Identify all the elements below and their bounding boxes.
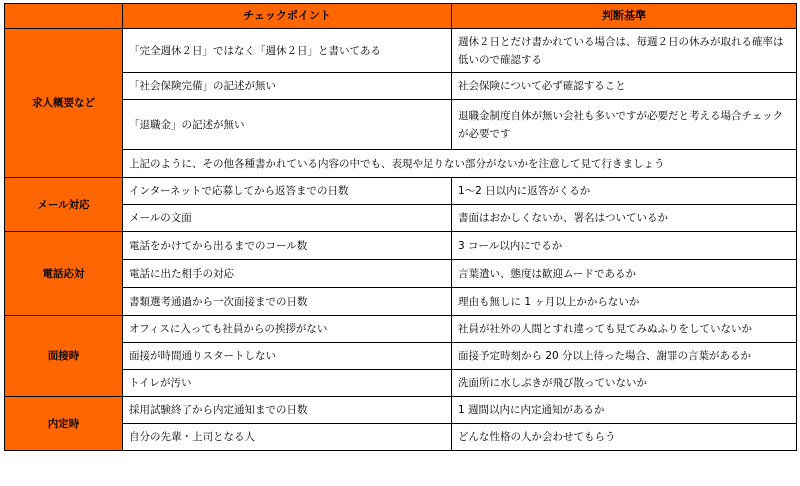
table-row — [5, 343, 797, 370]
header-corner-cell — [5, 4, 123, 29]
table-row — [5, 370, 797, 397]
table-row — [5, 29, 797, 73]
check-cell: インターネットで応募してから返答までの日数 — [123, 178, 452, 205]
table-row — [5, 397, 797, 424]
check-cell: メールの文面 — [123, 205, 452, 232]
criteria-cell: 1 週間以内に内定通知があるか — [452, 397, 797, 424]
table-row — [5, 316, 797, 343]
criteria-cell: 言葉遣い、態度は歓迎ムードであるか — [452, 260, 797, 288]
category-cell-job-summary: 求人概要など — [5, 29, 123, 178]
check-cell: 電話に出た相手の対応 — [123, 260, 452, 288]
check-cell: 書類選考通過から一次面接までの日数 — [123, 288, 452, 316]
check-cell: 「退職金」の記述が無い — [123, 100, 452, 150]
table-row — [5, 232, 797, 260]
criteria-cell: 1～2 日以内に返答がくるか — [452, 178, 797, 205]
table-row — [5, 100, 797, 150]
header-criteria: 判断基準 — [452, 4, 797, 29]
check-cell: 「社会保険完備」の記述が無い — [123, 73, 452, 100]
table-row — [5, 205, 797, 232]
table-row — [5, 73, 797, 100]
category-cell-email: メール対応 — [5, 178, 123, 232]
table-row — [5, 288, 797, 316]
check-cell: 「完全週休２日」ではなく「週休２日」と書いてある — [123, 29, 452, 73]
criteria-cell: 週休２日とだけ書かれている場合は、毎週２日の休みが取れる確率は低いので確認する — [452, 29, 797, 73]
table-row — [5, 150, 797, 178]
criteria-cell: どんな性格の人か会わせてもらう — [452, 424, 797, 451]
check-cell: 電話をかけてから出るまでのコール数 — [123, 232, 452, 260]
check-cell: 採用試験終了から内定通知までの日数 — [123, 397, 452, 424]
check-cell: オフィスに入っても社員からの挨拶がない — [123, 316, 452, 343]
category-cell-job-offer: 内定時 — [5, 397, 123, 451]
check-cell: トイレが汚い — [123, 370, 452, 397]
category-cell-phone: 電話応対 — [5, 232, 123, 316]
header-row — [5, 4, 797, 29]
criteria-cell: 社員が社外の人間とすれ違っても見てみぬふりをしていないか — [452, 316, 797, 343]
criteria-cell: 社会保険について必ず確認すること — [452, 73, 797, 100]
table-row — [5, 178, 797, 205]
criteria-cell: 理由も無しに 1 ヶ月以上かからないか — [452, 288, 797, 316]
check-cell: 自分の先輩・上司となる人 — [123, 424, 452, 451]
category-cell-interview: 面接時 — [5, 316, 123, 397]
criteria-cell: 退職金制度自体が無い会社も多いですが必要だと考える場合チェックが必要です — [452, 100, 797, 150]
table-row — [5, 424, 797, 451]
header-check-point: チェックポイント — [123, 4, 452, 29]
criteria-cell: 3 コール以内にでるか — [452, 232, 797, 260]
table-row — [5, 260, 797, 288]
section-note: 上記のように、その他各種書かれている内容の中でも、表現や足りない部分がないかを注意して見て行きましょう — [123, 150, 797, 178]
criteria-cell: 書面はおかしくないか、署名はついているか — [452, 205, 797, 232]
check-cell: 面接が時間通りスタートしない — [123, 343, 452, 370]
checklist-table — [4, 3, 797, 451]
criteria-cell: 面接予定時刻から 20 分以上待った場合、謝罪の言葉があるか — [452, 343, 797, 370]
checklist-container — [4, 3, 797, 451]
criteria-cell: 洗面所に水しぶきが飛び散っていないか — [452, 370, 797, 397]
